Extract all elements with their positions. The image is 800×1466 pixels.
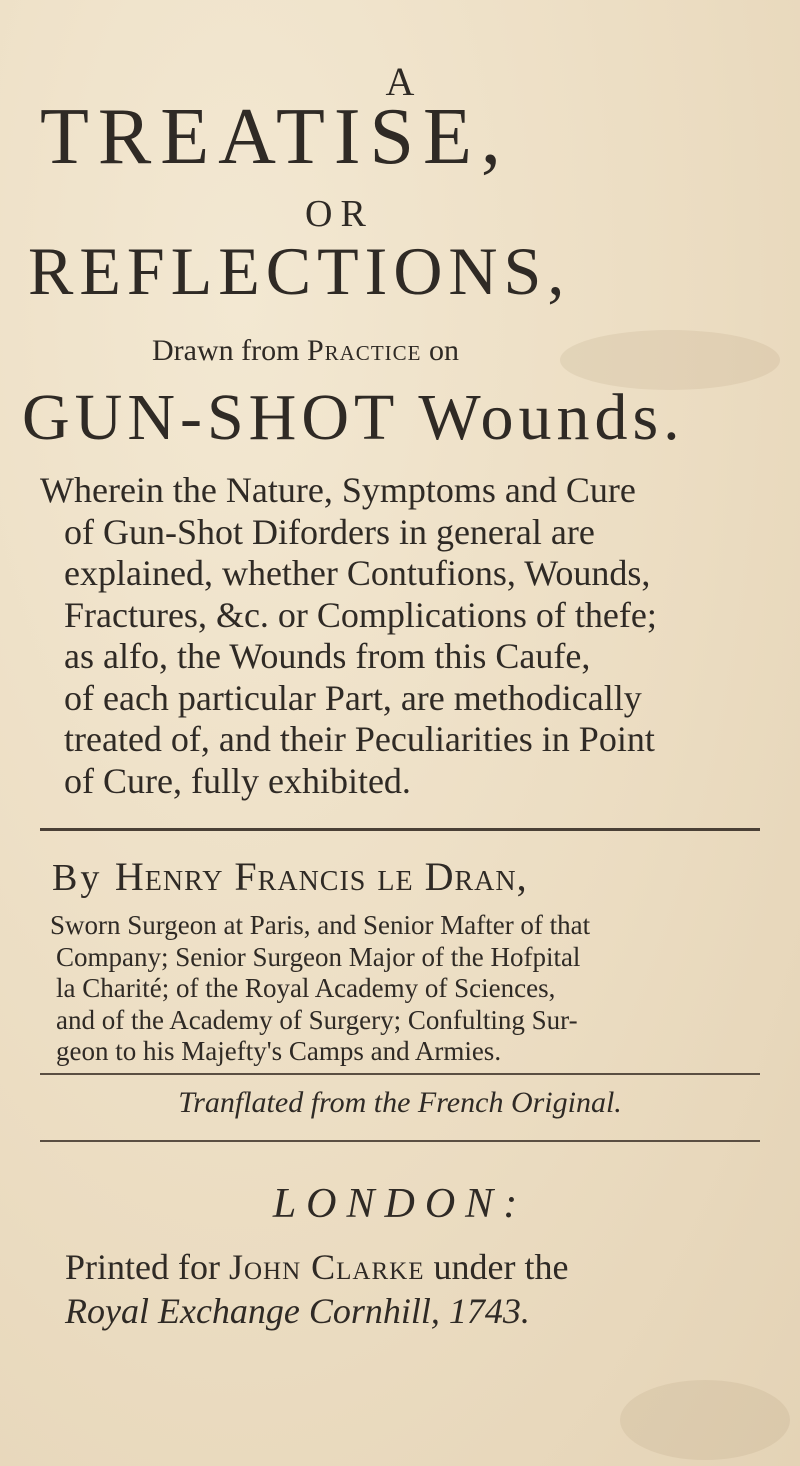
imprint-prefix: Printed for — [65, 1247, 220, 1287]
imprint-suffix: under the — [433, 1247, 569, 1287]
description-line: Wherein the Nature, Symptoms and Cure — [40, 470, 636, 510]
credential-line: Company; Senior Surgeon Major of the Hofpital — [56, 941, 581, 972]
credential-line: Sworn Surgeon at Paris, and Senior Mafter of that — [50, 910, 591, 940]
divider-rule — [40, 1073, 760, 1075]
credential-line: la Charité; of the Royal Academy of Sciences, — [56, 973, 556, 1003]
description-line: treated of, and their Peculiarities in Point — [64, 719, 655, 759]
title-reflections: REFLECTIONS, — [28, 233, 571, 309]
description-line: of each particular Part, are methodically — [64, 677, 642, 718]
drawn-from-practice: Practice — [306, 334, 422, 367]
divider-rule — [40, 1140, 760, 1142]
drawn-from-on: on — [428, 334, 459, 367]
imprint-publisher: John Clarke — [228, 1247, 425, 1287]
credential-line: geon to his Majefty's Camps and Armies. — [56, 1036, 502, 1066]
author-credentials — [50, 910, 750, 1068]
author-name: Henry Francis le Dran, — [114, 854, 528, 899]
description-line: explained, whether Contufions, Wounds, — [64, 553, 651, 593]
imprint-line-2: Royal Exchange Cornhill, 1743. — [65, 1291, 530, 1331]
title-subject: GUN-SHOT Wounds. — [22, 381, 685, 454]
imprint-line-1 — [65, 1245, 568, 1289]
title-main: TREATISE, — [40, 93, 510, 181]
description-line: of Gun-Shot Diforders in general are — [64, 511, 595, 552]
paper-stain — [620, 1380, 790, 1460]
title-article: A — [385, 59, 415, 104]
description-line: of Cure, fully exhibited. — [64, 760, 411, 801]
description-paragraph — [40, 470, 750, 802]
credential-line: and of the Academy of Surgery; Confulting Sur- — [56, 1004, 578, 1035]
drawn-from-prefix: Drawn from — [152, 334, 300, 367]
author-by: By — [52, 857, 103, 899]
translation-note: Tranflated from the French Original. — [178, 1086, 622, 1119]
author-line — [52, 853, 528, 900]
description-line: Fractures, &c. or Complications of thefe; — [64, 594, 657, 635]
imprint-line — [65, 1245, 568, 1333]
imprint-place: LONDON: — [272, 1181, 528, 1227]
drawn-from-line — [152, 334, 459, 368]
description-line: as alfo, the Wounds from this Caufe, — [64, 636, 591, 676]
divider-rule — [40, 828, 760, 831]
title-or: OR — [305, 193, 374, 235]
